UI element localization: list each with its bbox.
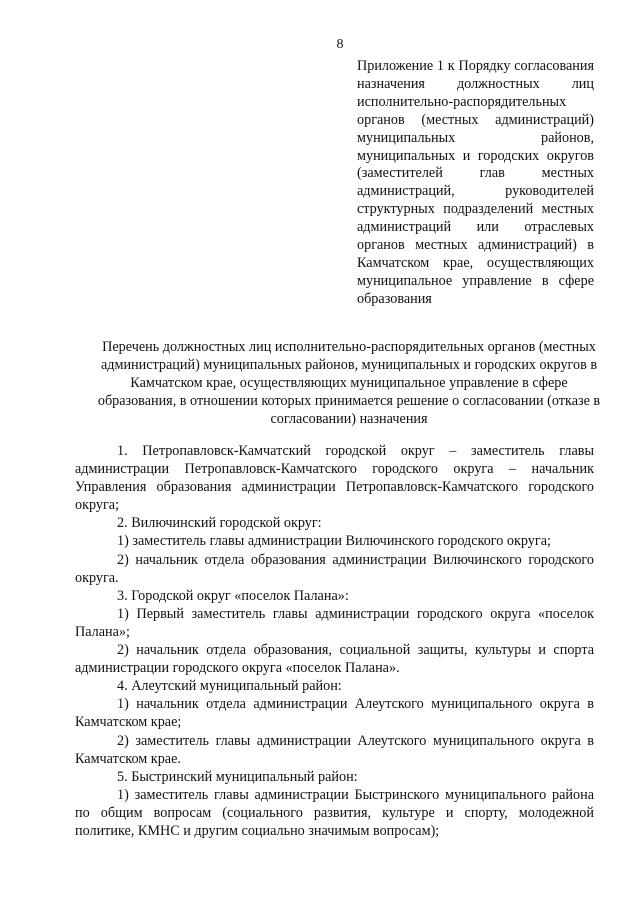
list-item: 2) начальник отдела образования администрации Вилючинского городского округа. bbox=[75, 551, 594, 586]
list-item: 1) заместитель главы администрации Вилючинского городского округа; bbox=[117, 533, 551, 550]
list-item: 2) заместитель главы администрации Алеутского муниципального округа в Камчатском крае. bbox=[75, 732, 594, 767]
list-item: 2. Вилючинский городской округ: bbox=[117, 515, 322, 532]
list-item: 1. Петропавловск-Камчатский городской округ – заместитель главы администрации Петропавловск-Камчатского городского округа – начальник Управления образования администрации Петропавловск-Камчатского городского округа; bbox=[75, 443, 594, 514]
list-item: 5. Быстринский муниципальный район: bbox=[117, 768, 358, 785]
list-item: 3. Городской округ «поселок Палана»: bbox=[117, 587, 349, 604]
list-item: 1) начальник отдела администрации Алеутского муниципального округа в Камчатском крае; bbox=[75, 696, 594, 731]
list-item: 4. Алеутский муниципальный район: bbox=[117, 678, 342, 695]
annex-reference: Приложение 1 к Порядку согласования назначения должностных лиц исполнительно-распорядительных органов (местных администраций) муниципальных районов, муниципальных и городских округов (заместителей глав местных администраций, руководителей структурных подразделений местных администраций или отраслевых органов местных администраций) в Камчатском крае, осуществляющих муниципальное управление в сфере образования bbox=[357, 58, 594, 307]
document-title: Перечень должностных лиц исполнительно-распорядительных органов (местных администраций) муниципальных районов, муниципальных и городских округов в Камчатском крае, осуществляющих муниципальное управление в сфере образования, в отношении которых принимается решение о согласовании (отказе в согласовании) назначения bbox=[97, 339, 601, 427]
list-item: 2) начальник отдела образования, социальной защиты, культуры и спорта администрации городского округа «поселок Палана». bbox=[75, 642, 594, 677]
document-body bbox=[75, 442, 594, 840]
list-item: 1) Первый заместитель главы администрации городского округа «поселок Палана»; bbox=[75, 605, 594, 640]
list-item: 1) заместитель главы администрации Быстринского муниципального района по общим вопросам (социального развития, культуре и спорту, молодежной политике, КМНС и другим социально значимым вопросам); bbox=[75, 786, 594, 839]
page-number: 8 bbox=[336, 37, 344, 52]
